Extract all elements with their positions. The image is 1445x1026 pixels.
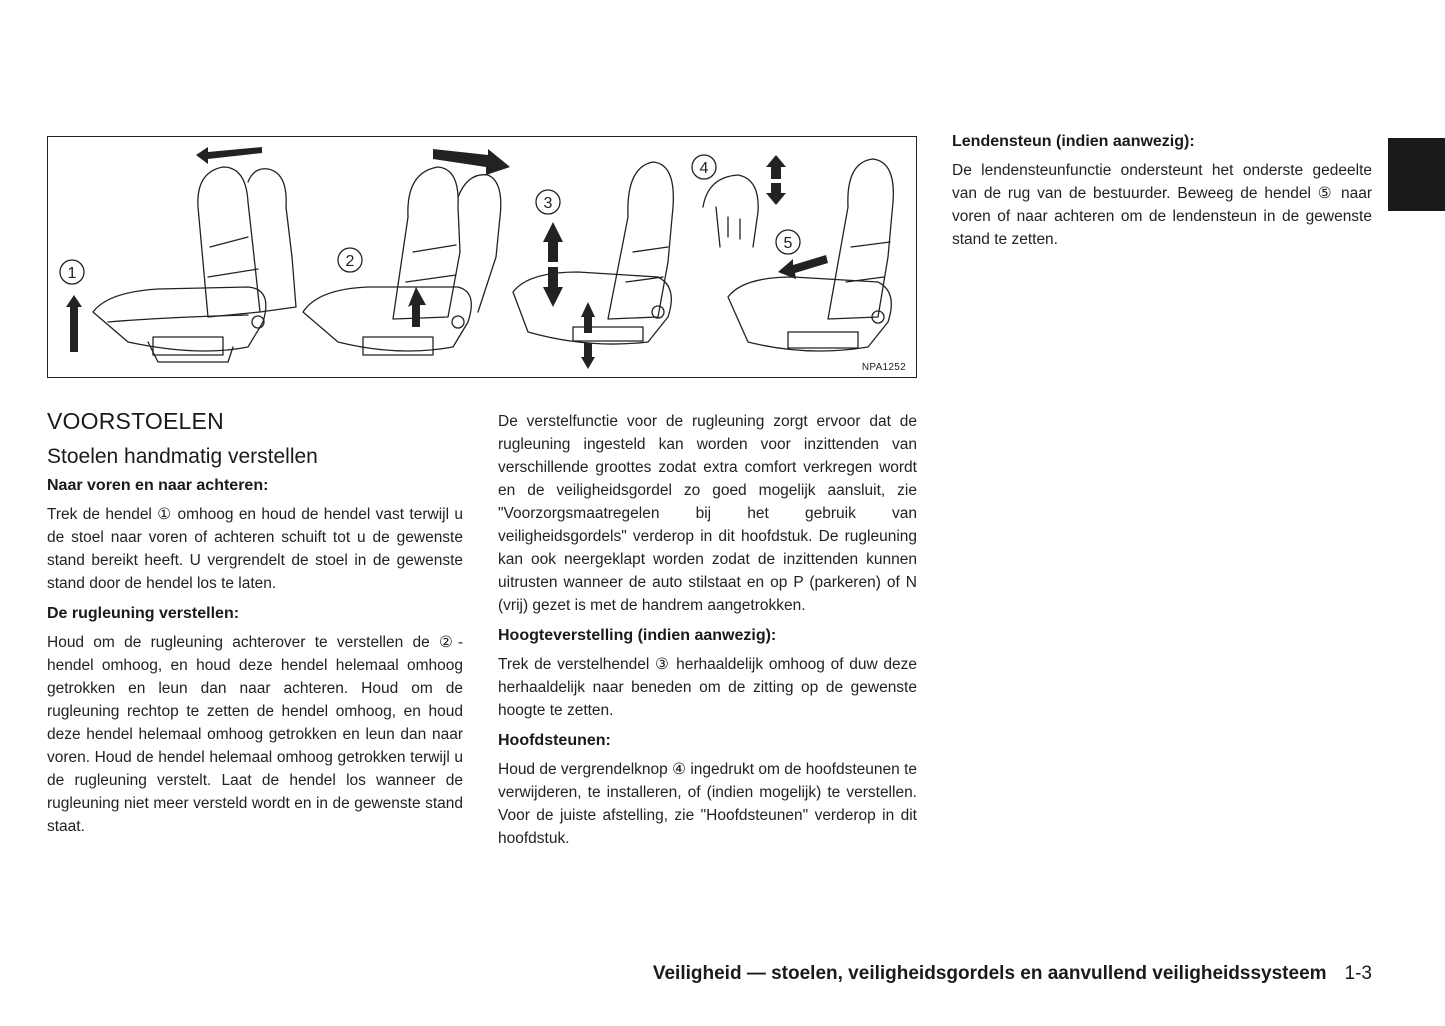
seat-illustration-4	[703, 159, 893, 351]
paragraph-fore-aft: Trek de hendel ① omhoog en houd de hendel vast terwijl u de stoel naar voren of achteren schuift tot u de gewenste stand bereikt heeft. U vergrendelt de stoel in de gewenste stand door de hendel los te laten.	[47, 506, 463, 592]
arrow-lever-2	[408, 287, 426, 327]
section-title: VOORSTOELEN	[47, 408, 224, 434]
chapter-tab	[1388, 138, 1445, 211]
page-number: 1-3	[1344, 963, 1372, 984]
heading-fore-aft: Naar voren en naar achteren:	[47, 477, 269, 494]
callout-3: 3	[543, 195, 553, 212]
arrow-height-up	[543, 222, 563, 262]
adjustment-arrows	[66, 147, 828, 369]
seat-adjustment-figure	[47, 136, 917, 378]
heading-recline: De rugleuning verstellen:	[47, 605, 240, 622]
seat-illustrations	[48, 137, 916, 377]
callout-2: 2	[345, 253, 355, 270]
arrow-fore-aft	[196, 147, 262, 164]
arrow-lever-1	[66, 295, 82, 352]
heading-height: Hoogteverstelling (indien aanwezig):	[498, 627, 777, 644]
seat-illustration-2	[303, 167, 501, 355]
arrow-headrest-up	[766, 155, 786, 179]
paragraph-height: Trek de verstelhendel ③ herhaaldelijk omhoog of duw deze herhaaldelijk naar beneden om de zitting op de gewenste hoogte te zetten.	[498, 656, 917, 719]
callout-1: 1	[67, 265, 77, 282]
figure-code: NPA1252	[861, 362, 906, 373]
paragraph-recline-function: De verstelfunctie voor de rugleuning zorgt ervoor dat de rugleuning ingesteld kan worden voor inzittenden van verschillende groottes zodat extra comfort verkregen wordt en de veiligheidsgordel zo goed mogelijk aansluit, zie "Voorzorgsmaatregelen bij het gebruik van veiligheidsgordels" verderop in dit hoofdstuk. De rugleuning kan ook neergeklapt worden zodat de inzittenden kunnen uitrusten wanneer de auto stilstaat en op P (parkeren) of N (vrij) gezet is met de handrem aangetrokken.	[498, 413, 917, 614]
middle-column	[498, 410, 917, 860]
subsection-title: Stoelen handmatig verstellen	[47, 445, 318, 468]
callout-5: 5	[783, 235, 793, 252]
footer-title: Veiligheid — stoelen, veiligheidsgordels en aanvullend veiligheidssysteem	[652, 963, 1327, 984]
page-footer	[653, 963, 1372, 985]
arrow-recline	[433, 149, 510, 175]
seat-illustration-1	[93, 167, 296, 362]
paragraph-recline: Houd om de rugleuning achterover te verstellen de ②-hendel omhoog, en houd deze hendel helemaal omhoog getrokken en leun dan naar achteren. Houd om de rugleuning rechtop te zetten de hendel omhoog, en houd deze hendel helemaal omhoog getrokken en leun dan naar voren. Houd de hendel helemaal omhoog getrokken terwijl u de rugleuning verstelt. Laat de hendel los wanneer de rugleuning niet meer versteld wordt en in de gewenste stand staat.	[47, 634, 463, 835]
arrow-height-lever-up	[581, 302, 595, 333]
arrow-height-lever-down	[581, 343, 595, 369]
arrow-lumbar	[778, 255, 828, 279]
right-column	[952, 133, 1372, 261]
paragraph-head-restraints: Houd de vergrendelknop ④ ingedrukt om de hoofdsteunen te verwijderen, te installeren, of (indien mogelijk) te verstellen. Voor de juiste afstelling, zie "Hoofdsteunen" verderop in dit hoofdstuk.	[498, 761, 917, 847]
heading-head-restraints: Hoofdsteunen:	[498, 732, 611, 749]
callout-4: 4	[699, 160, 709, 177]
paragraph-lumbar: De lendensteunfunctie ondersteunt het onderste gedeelte van de rug van de bestuurder. Beweeg de hendel ⑤ naar voren of naar achteren om de lendensteun in de gewenste stand te zetten.	[952, 162, 1372, 248]
left-column	[47, 408, 463, 848]
arrow-headrest-down	[766, 183, 786, 205]
heading-lumbar: Lendensteun (indien aanwezig):	[952, 133, 1195, 150]
